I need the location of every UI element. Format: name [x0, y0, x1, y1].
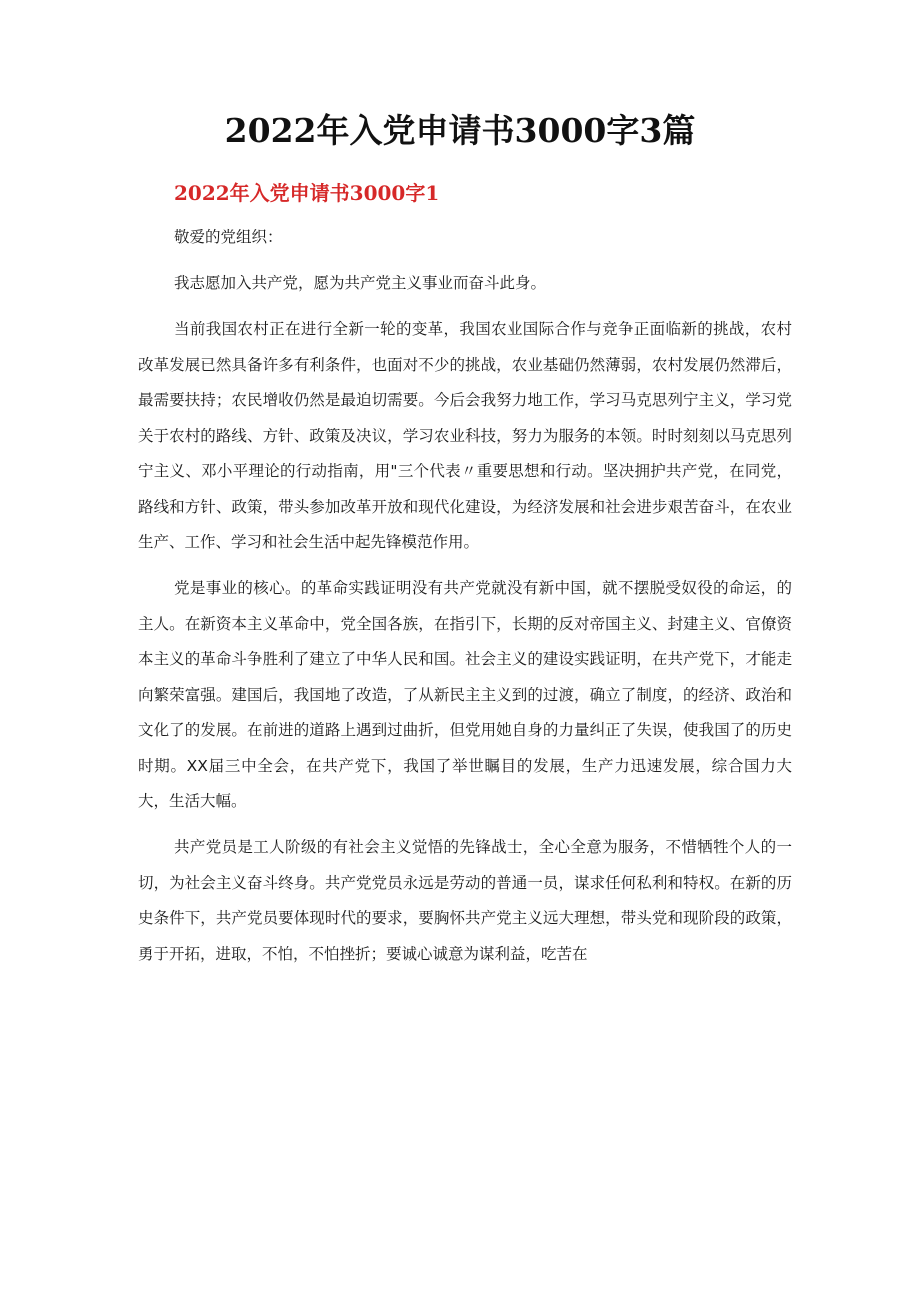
paragraph-1: 我志愿加入共产党，愿为共产党主义事业而奋斗此身。: [174, 274, 547, 292]
paragraph-3: 党是事业的核心。的革命实践证明没有共产党就没有新中国，就不摆脱受奴役的命运，的主人。在新资本主义革命中，党全国各族，在指引下，长期的反对帝国主义、封建主义、官僚资本主义的革命斗争胜利了建立了中华人民和国。社会主义的建设实践证明，在共产党下，才能走向繁荣富强。建国后，我国地了改造，了从新民主主义到的过渡，确立了制度，的经济、政治和文化了的发展。在前进的道路上遇到过曲折，但党用她自身的力量纠正了失误，使我国了的历史时期。XX届三中全会，在共产党下，我国了举世瞩目的发展，生产力迅速发展，综合国力大大，生活大幅。: [138, 579, 792, 810]
paragraph-4: 共产党员是工人阶级的有社会主义觉悟的先锋战士，全心全意为服务，不惜牺牲个人的一切，为社会主义奋斗终身。共产党党员永远是劳动的普通一员，谋求任何私利和特权。在新的历史条件下，共产党员要体现时代的要求，要胸怀共产党主义远大理想，带头党和现阶段的政策，勇于开拓，进取，不怕，不怕挫折；要诚心诚意为谋利益，吃苦在: [138, 838, 792, 963]
document-body: [138, 220, 792, 983]
salutation: 敬爱的党组织：: [174, 228, 283, 246]
document-title: 2022年入党申请书3000字3篇: [224, 111, 696, 150]
section-title: 2022年入党申请书3000字1: [174, 181, 440, 205]
paragraph-2: 当前我国农村正在进行全新一轮的变革，我国农业国际合作与竞争正面临新的挑战，农村改革发展已然具备许多有利条件，也面对不少的挑战，农业基础仍然薄弱，农村发展仍然滞后，最需要扶持；农民增收仍然是最迫切需要。今后会我努力地工作，学习马克思列宁主义，学习党关于农村的路线、方针、政策及决议，学习农业科技，努力为服务的本领。时时刻刻以马克思列宁主义、邓小平理论的行动指南，用"三个代表〃重要思想和行动。坚决拥护共产党，在同党，路线和方针、政策，带头参加改革开放和现代化建设，为经济发展和社会进步艰苦奋斗，在农业生产、工作、学习和社会生活中起先锋模范作用。: [138, 320, 792, 551]
